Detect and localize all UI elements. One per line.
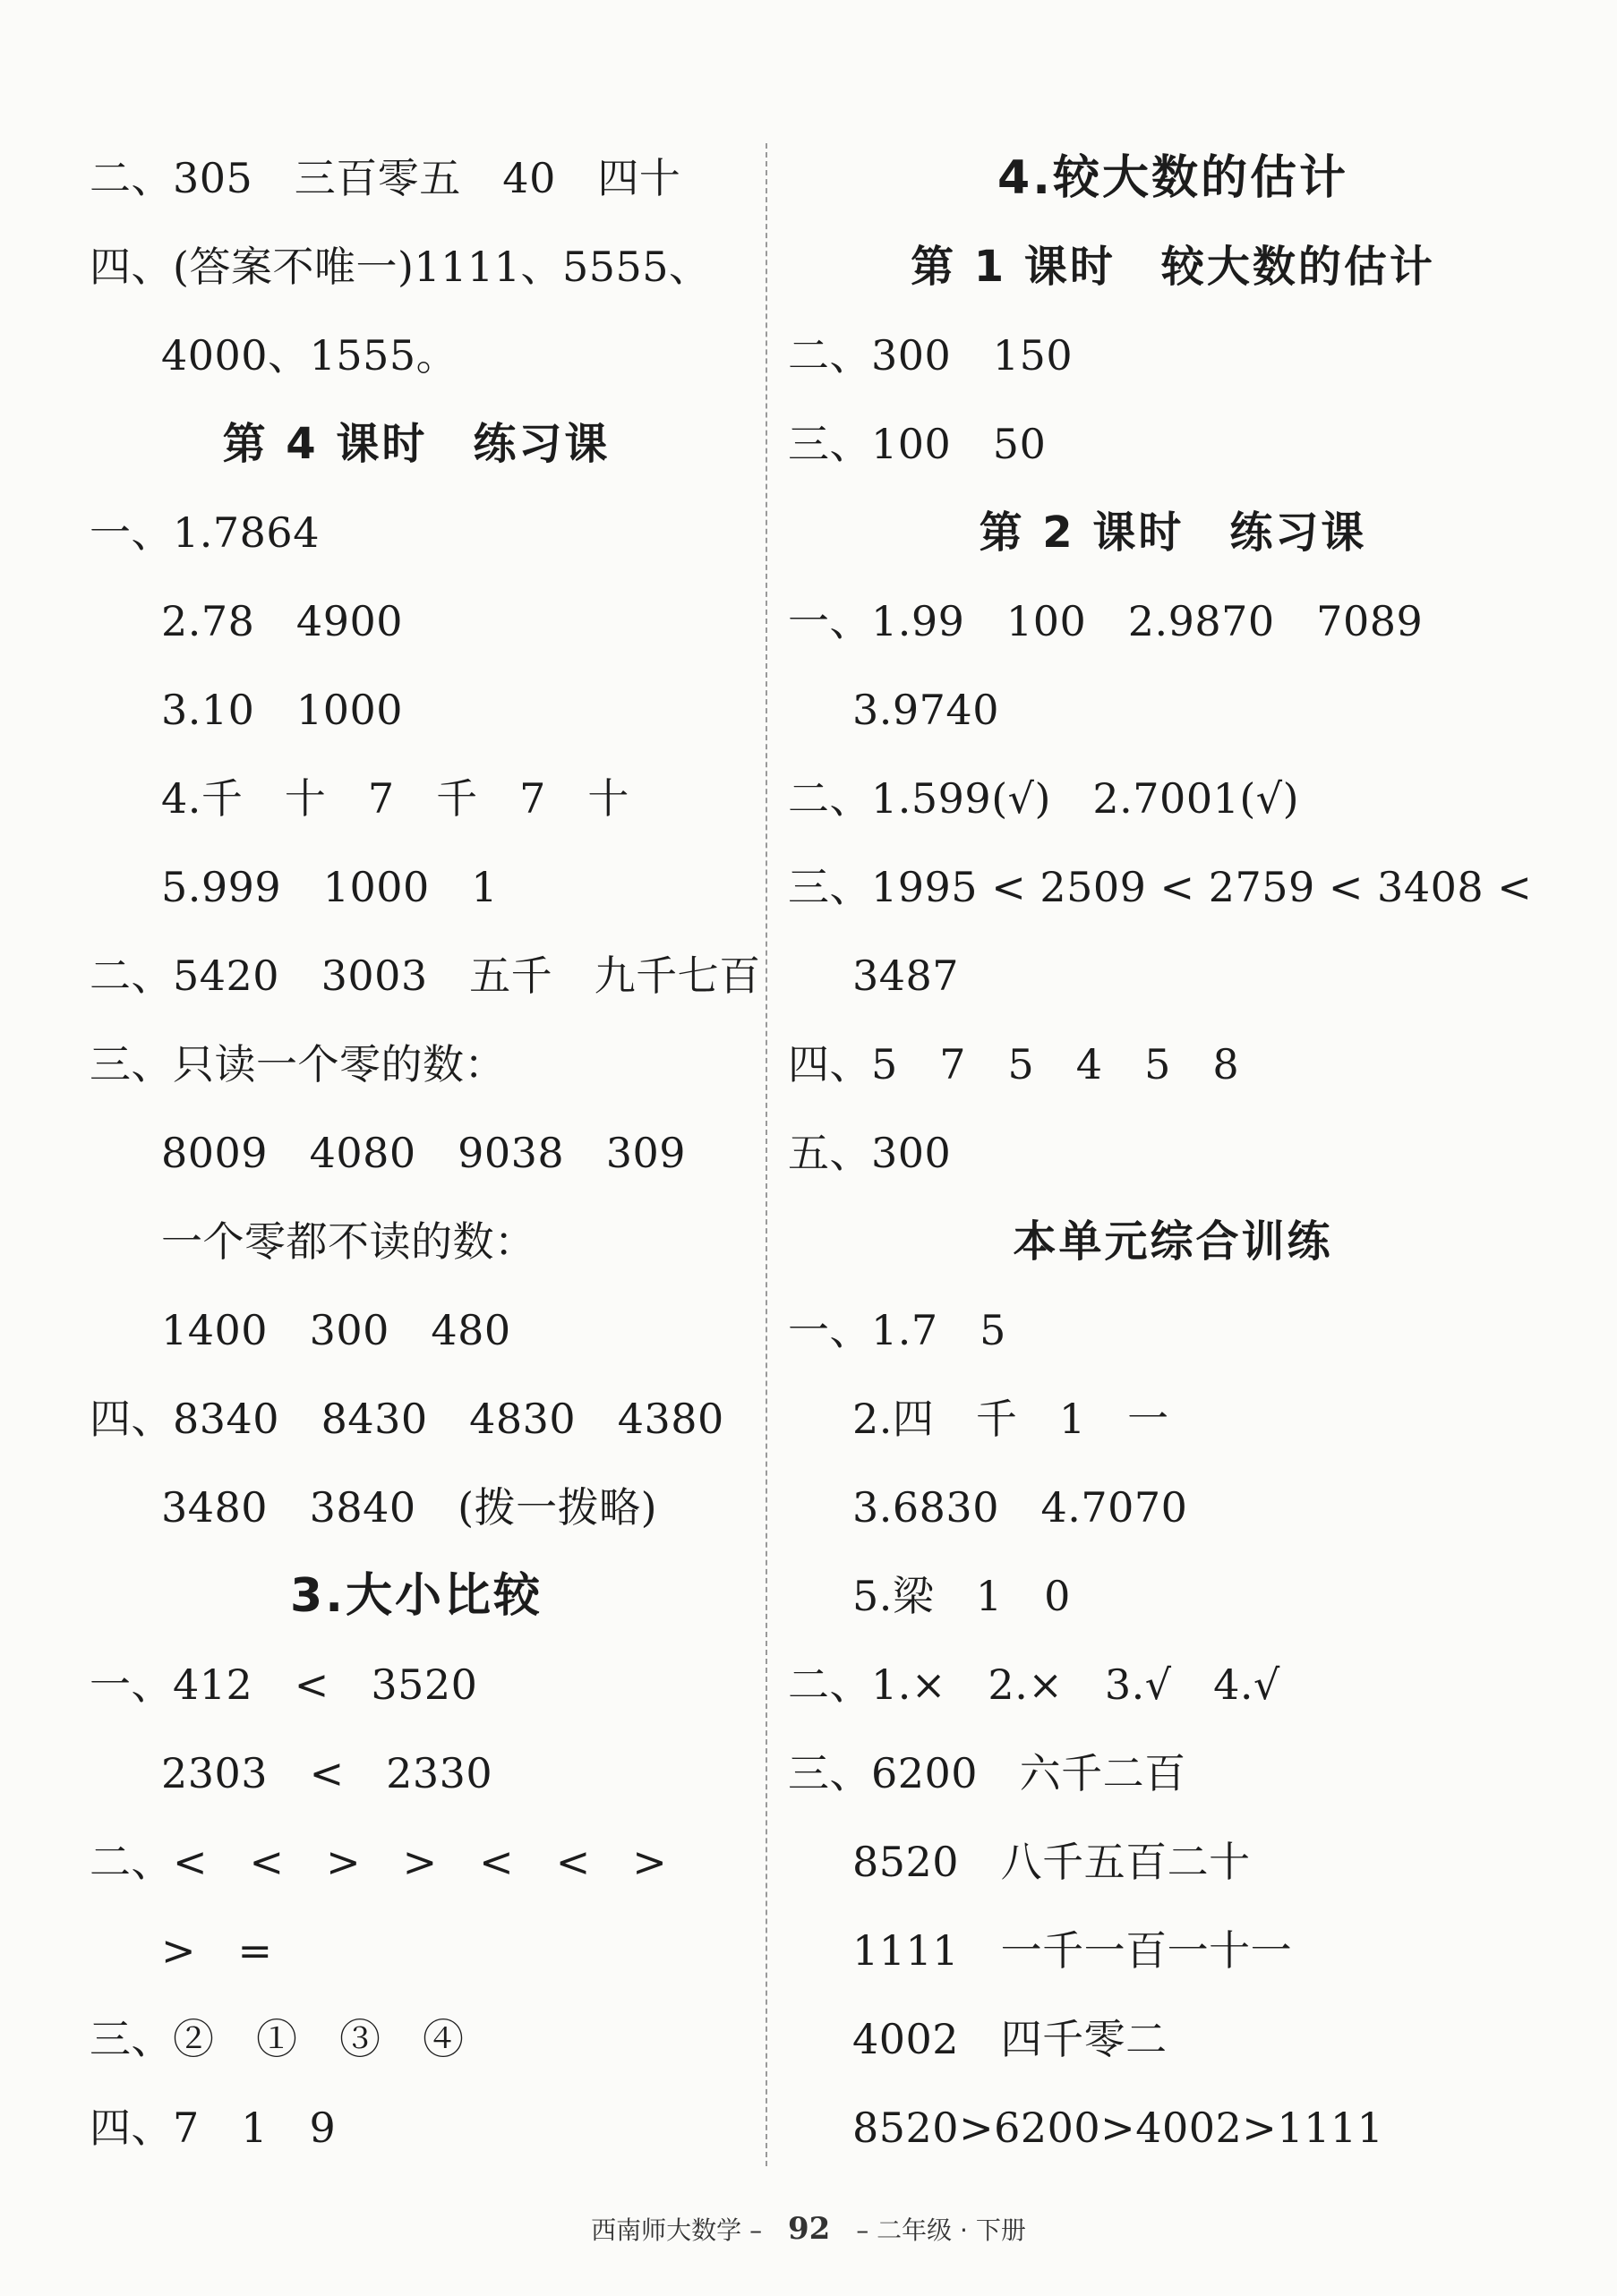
answer-line: 3487: [852, 952, 960, 1000]
left-column: [90, 134, 761, 2172]
answer-line: 5.梁 1 0: [852, 1572, 1071, 1620]
page-footer: 西南师大数学 – 92 – 二年级 · 下册: [591, 2211, 1026, 2247]
answer-line: 四、7 1 9: [90, 2104, 337, 2152]
answer-line: 二、1.599(√) 2.7001(√): [788, 774, 1300, 823]
answer-line: 4.千 十 7 千 7 十: [161, 774, 629, 823]
answer-line: 五、300: [788, 1129, 952, 1177]
answer-line: 3480 3840 (拨一拨略): [161, 1483, 658, 1532]
answer-line: 1111 一千一百一十一: [852, 1926, 1293, 1975]
answer-line: 1400 300 480: [161, 1306, 511, 1354]
answer-line: 四、5 7 5 4 5 8: [788, 1040, 1240, 1088]
answer-line: 8009 4080 9038 309: [161, 1129, 686, 1177]
answer-line: 一、1.7 5: [788, 1306, 1006, 1354]
answer-line: 2303 < 2330: [161, 1749, 493, 1797]
section-heading: 3.大小比较: [290, 1569, 543, 1623]
answer-line: 三、② ① ③ ④: [90, 2015, 465, 2063]
answer-line: 4000、1555。: [161, 331, 458, 380]
page-number: 92: [787, 2211, 831, 2247]
right-column: [788, 134, 1558, 2172]
answer-line: 二、< < > > < < >: [90, 1838, 668, 1886]
answer-line: 一、412 < 3520: [90, 1660, 478, 1709]
answer-line: 二、300 150: [788, 331, 1074, 380]
answer-line: 三、1995 < 2509 < 2759 < 3408 <: [788, 863, 1533, 911]
answer-line: 3.6830 4.7070: [852, 1483, 1188, 1532]
answer-line: 三、只读一个零的数：: [90, 1040, 506, 1088]
answer-line: 三、100 50: [788, 420, 1047, 468]
answer-line: 二、5420 3003 五千 九千七百: [90, 952, 761, 1000]
answer-line: > =: [161, 1926, 273, 1975]
answer-line: 二、305 三百零五 40 四十: [90, 154, 681, 202]
answer-line: 3.9740: [852, 686, 999, 734]
footer-grade: 二年级 · 下册: [877, 2215, 1026, 2245]
answer-line: 一、1.99 100 2.9870 7089: [788, 597, 1424, 645]
answer-line: 8520 八千五百二十: [852, 1838, 1251, 1886]
section-heading: 第 4 课时 练习课: [222, 419, 611, 469]
answer-line: 一个零都不读的数：: [161, 1217, 536, 1266]
answer-line: 三、6200 六千二百: [788, 1749, 1186, 1797]
answer-line: 四、(答案不唯一)1111、5555、: [90, 243, 711, 291]
section-heading: 本单元综合训练: [1013, 1216, 1333, 1267]
answer-line: 2.78 4900: [161, 597, 403, 645]
answer-line: 二、1.× 2.× 3.√ 4.√: [788, 1660, 1280, 1709]
section-heading: 第 2 课时 练习课: [979, 508, 1367, 558]
footer-book-title: 西南师大数学: [591, 2215, 742, 2245]
answer-line: 4002 四千零二: [852, 2015, 1168, 2063]
answer-line: 四、8340 8430 4830 4380: [90, 1395, 724, 1443]
section-heading: 第 1 课时 较大数的估计: [911, 242, 1435, 292]
answer-line: 一、1.7864: [90, 508, 320, 557]
answer-line: 5.999 1000 1: [161, 863, 499, 911]
column-divider: [766, 143, 767, 2166]
answer-line: 3.10 1000: [161, 686, 403, 734]
section-heading: 4.较大数的估计: [997, 151, 1348, 205]
answer-line: 2.四 千 1 一: [852, 1395, 1169, 1443]
answer-line: 8520>6200>4002>1111: [852, 2104, 1384, 2152]
